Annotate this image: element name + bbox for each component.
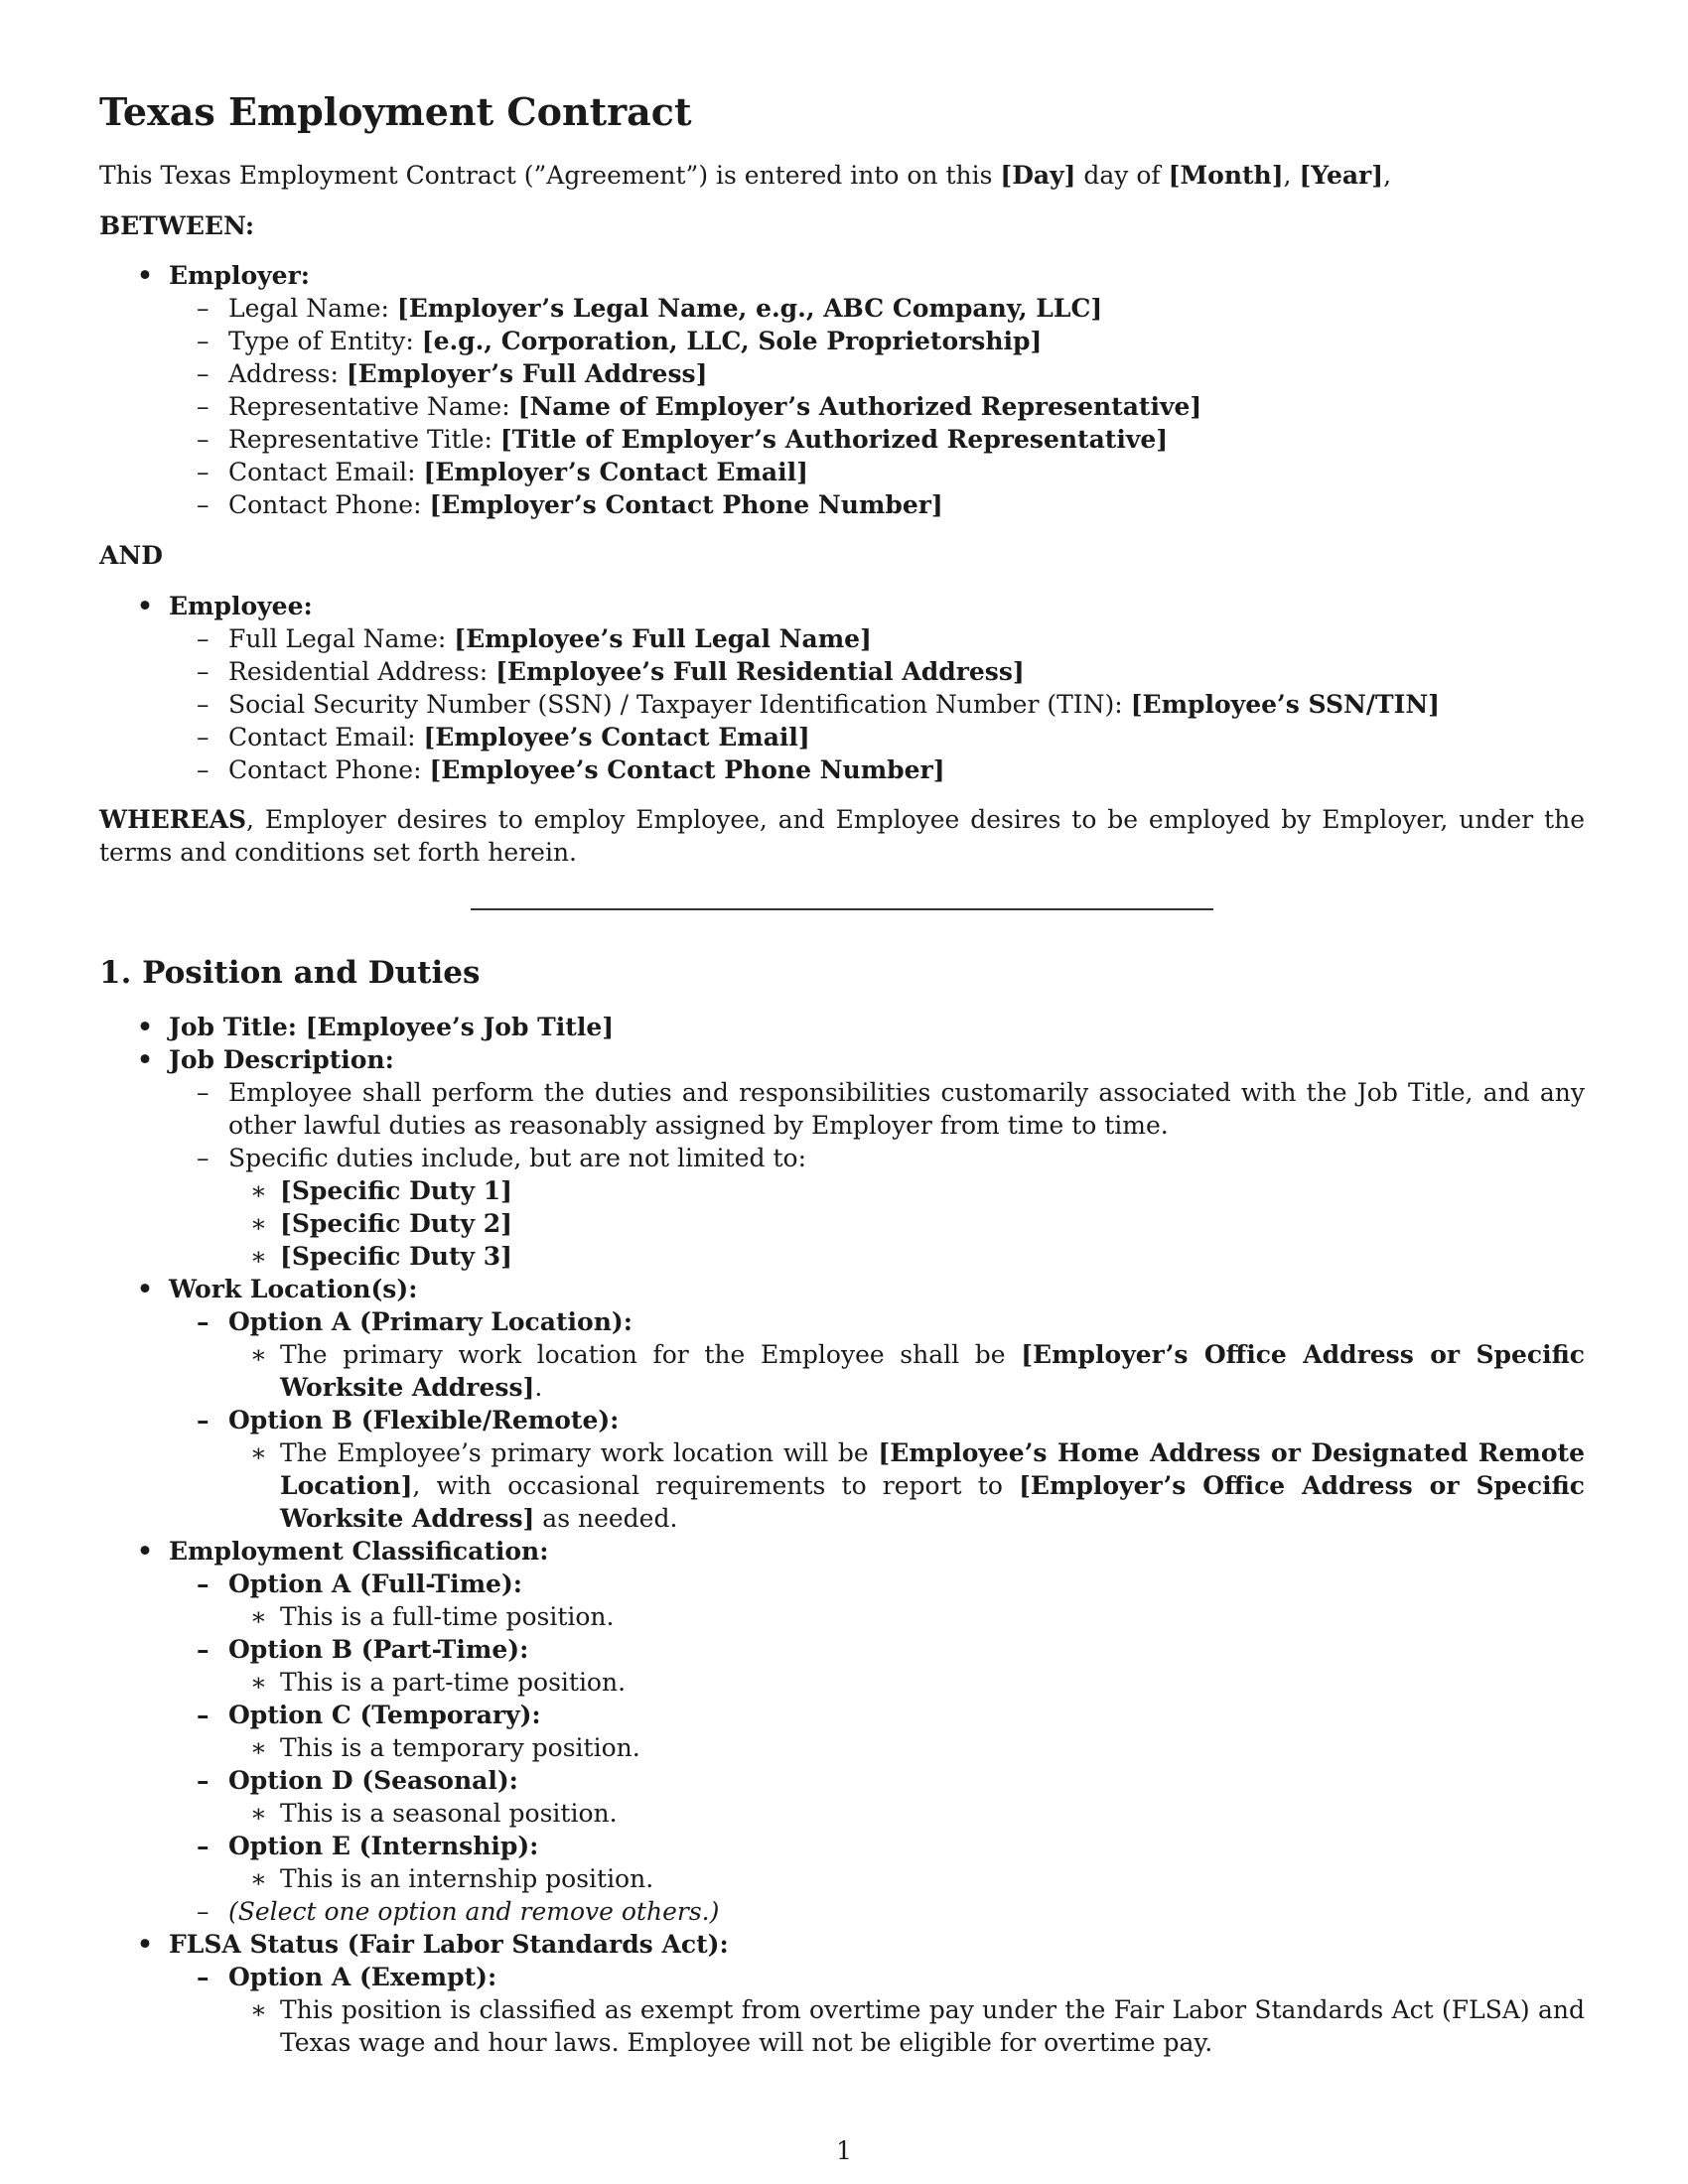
employee-field-ssn: Social Security Number (SSN) / Taxpayer Identification Number (TIN): [Employee’s SSN/TIN]	[228, 690, 1441, 719]
intro-paragraph: This Texas Employment Contract (”Agreement”) is entered into on this [Day] day of [Month], [Year],	[99, 161, 1392, 190]
class-option-label: Option D (Seasonal):	[228, 1766, 518, 1795]
page-number: 1	[836, 2136, 852, 2165]
whereas-paragraph: WHEREAS, Employer desires to employ Employee, and Employee desires to be employed by Employer, under the terms and conditions set forth herein.	[99, 805, 1585, 867]
location-option-b: Option B (Flexible/Remote):	[228, 1406, 620, 1434]
location-option-a: Option A (Primary Location):	[228, 1307, 633, 1336]
class-option-label: Option A (Full-Time):	[228, 1570, 523, 1598]
class-option-text: This is a full-time position.	[280, 1602, 615, 1631]
class-option-label: Option C (Temporary):	[228, 1701, 541, 1729]
location-option-b-text: The Employee’s primary work location will be [Employee’s Home Address or Designated Remote Location], with occasional requirements to report to [Employer’s Office Address or Specific Worksite Address] as needed.	[280, 1438, 1586, 1533]
employee-field-phone: Contact Phone: [Employee’s Contact Phone Number]	[228, 755, 945, 784]
class-option-label: Option B (Part-Time):	[228, 1635, 529, 1664]
employee-field-email: Contact Email: [Employee’s Contact Email]	[228, 723, 810, 751]
job-title-item: Job Title: [Employee’s Job Title]	[169, 1013, 615, 1041]
specific-duties-intro: Specific duties include, but are not limited to:	[228, 1144, 806, 1172]
employer-field-legal-name: Legal Name: [Employer’s Legal Name, e.g., ABC Company, LLC]	[228, 294, 1103, 323]
specific-duty-item: [Specific Duty 2]	[280, 1209, 512, 1238]
class-option-text: This is a seasonal position.	[280, 1799, 618, 1828]
employer-field-rep-name: Representative Name: [Name of Employer’s Authorized Representative]	[228, 392, 1202, 421]
employee-heading: Employee:	[169, 592, 313, 620]
section-1-heading: 1. Position and Duties	[99, 955, 481, 991]
and-label: AND	[99, 541, 163, 570]
select-option-note: (Select one option and remove others.)	[228, 1897, 720, 1926]
class-option-text: This is a temporary position.	[280, 1733, 640, 1762]
employer-field-phone: Contact Phone: [Employer’s Contact Phone Number]	[228, 490, 943, 519]
section-divider	[471, 908, 1213, 910]
employer-field-email: Contact Email: [Employer’s Contact Email]	[228, 458, 808, 486]
employee-field-name: Full Legal Name: [Employee’s Full Legal Name]	[228, 624, 872, 653]
specific-duty-item: [Specific Duty 3]	[280, 1242, 512, 1271]
employer-field-entity: Type of Entity: [e.g., Corporation, LLC, Sole Proprietorship]	[228, 327, 1043, 355]
job-description-item: Job Description:	[169, 1045, 394, 1074]
job-description-text: Employee shall perform the duties and responsibilities customarily associated with the Job Title, and any other lawful duties as reasonably assigned by Employer from time to time.	[228, 1078, 1585, 1140]
employment-classification-item: Employment Classification:	[169, 1537, 549, 1566]
flsa-option-a-text: This position is classified as exempt from overtime pay under the Fair Labor Standards Act (FLSA) and Texas wage and hour laws. Employee will not be eligible for overtime pay.	[280, 1995, 1585, 2057]
class-option-text: This is an internship position.	[280, 1864, 654, 1893]
work-location-item: Work Location(s):	[169, 1275, 418, 1303]
specific-duty-item: [Specific Duty 1]	[280, 1176, 512, 1205]
document-title: Texas Employment Contract	[99, 89, 692, 134]
location-option-a-text: The primary work location for the Employee shall be [Employer’s Office Address or Specific Worksite Address].	[280, 1340, 1586, 1402]
employer-heading: Employer:	[169, 261, 310, 290]
class-option-label: Option E (Internship):	[228, 1832, 539, 1860]
class-option-text: This is a part-time position.	[280, 1668, 627, 1697]
employer-field-rep-title: Representative Title: [Title of Employer’s Authorized Representative]	[228, 425, 1169, 454]
flsa-status-item: FLSA Status (Fair Labor Standards Act):	[169, 1930, 729, 1959]
employee-field-address: Residential Address: [Employee’s Full Residential Address]	[228, 657, 1025, 686]
employer-field-address: Address: [Employer’s Full Address]	[228, 359, 708, 388]
flsa-option-a: Option A (Exempt):	[228, 1963, 497, 1991]
between-label: BETWEEN:	[99, 211, 255, 240]
document-page: Texas Employment Contract This Texas Employment Contract (”Agreement”) is entered into on this [Day] day of [Month], [Year], BETWEEN: • Employer: – Legal Name: [Employer’s Legal Name, e.g., ABC Company, LLC] – Type of Entity: [e.g., Corporation, LLC, Sole Proprietorship] – Address: [Employer’s Full Address] – Representative Name: [Name of Employer’s Authorized Representative] – Representative Title: [Title of Employer’s Authorized Representative] – Contact Email: [Employer’s Contact Email] – Contact Phone: [Employer’s Contact Phone Number] AND • Employee: – Full Legal Name: [Employee’s Full Legal Name] – Residential Address: [Employee’s Full Residential Address] – Social Security Number (SSN) / Taxpayer Identification Number (TIN): [Employee’s SSN/TIN] – Contact Email: [Employee’s Contact Email] – Contact Phone: [Employee’s Contact Phone Number] WHEREAS, Employer desires to employ Employee, and Employee desires to be employed by Employer, under the terms and conditions set forth herein. 1. Position and Duties • Job Title: [Employee’s Job Title] • Job Description: – Employee shall perform the duties and responsibilities customarily associated with the Job Title, and any other lawful duties as reasonably assigned by Employer from time to time. – Specific duties include, but are not limited to: ∗ [Specific Duty 1] ∗ [Specific Duty 2] ∗ [Specific Duty 3] • Work Location(s): – Option A (Primary Location): ∗ The primary work location for the Employee shall be [Employer’s Office Address or Specific Worksite Address]. – Option B (Flexible/Remote): ∗ The Employee’s primary work location will be [Employee’s Home Address or Designated Remote Location], with occasional requirements to report to [Employer’s Office Address or Specific Worksite Address] as needed. • Employment Classification: – Option A (Full-Time): ∗ This is a full-time position. – Option B (Part-Time): ∗ This is a part-time position. – Option C (Temporary): ∗ This is a temporary position. – Option D (Seasonal): ∗ This is a seasonal position. – Option E (Internship): ∗ This is an internship position. – (Select one option and remove others.) • FLSA Status (Fair Labor Standards Act): – Option A (Exempt): ∗ This position is classified as exempt from overtime pay under the Fair Labor Standards Act (FLSA) and Texas wage and hour laws. Employee will not be eligible for overtime pay. 1	[0, 0, 1688, 2184]
